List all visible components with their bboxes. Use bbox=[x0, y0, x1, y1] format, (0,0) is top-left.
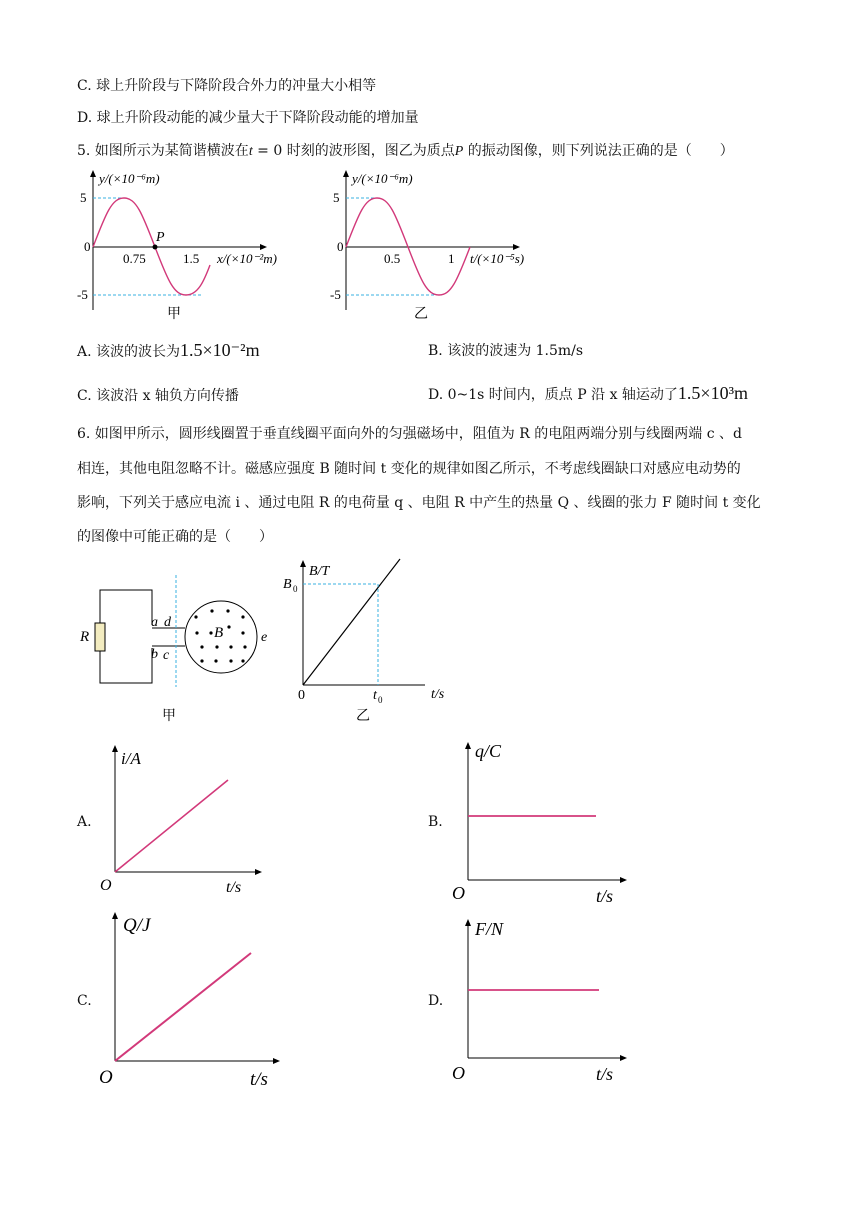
option-d-graph bbox=[448, 910, 638, 1085]
q6-option-c-label: C. bbox=[77, 993, 92, 1009]
yi-tick-2: 1 bbox=[448, 251, 455, 266]
option-b-y-label: q/C bbox=[475, 741, 502, 761]
jia-tick-1: 0.75 bbox=[123, 251, 146, 266]
q6-stem-line-2: 相连，其他电阻忽略不计。磁感应强度 B 随时间 t 变化的规律如图乙所示，不考虑线圈缺口对感应电动势的 bbox=[77, 461, 741, 477]
bt-b0-label: B bbox=[283, 577, 292, 592]
vibration-graph-yi bbox=[328, 165, 558, 325]
yi-caption: 乙 bbox=[414, 307, 428, 322]
bt-b0-subscript: 0 bbox=[293, 584, 298, 594]
q4-option-d: D. 球上升阶段动能的减少量大于下降阶段动能的增加量 bbox=[77, 110, 419, 126]
jia-y-bottom: -5 bbox=[77, 287, 88, 302]
q5-option-a: A. 该波的波长为1.5×10⁻²m bbox=[77, 340, 260, 360]
q5-stem: 5. 如图所示为某简谐横波在t = 0 时刻的波形图，图乙为质点P 的振动图像，则下列说法正确的是（ ） bbox=[77, 143, 734, 159]
yi-origin: 0 bbox=[337, 239, 344, 254]
q6-option-b-label: B. bbox=[428, 814, 443, 830]
option-d-y-label: F/N bbox=[475, 919, 504, 939]
q4-option-c: C. 球上升阶段与下降阶段合外力的冲量大小相等 bbox=[77, 78, 377, 94]
option-b-x-label: t/s bbox=[596, 886, 614, 906]
bt-origin: 0 bbox=[298, 688, 305, 703]
option-d-x-label: t/s bbox=[596, 1064, 614, 1084]
bt-t0-subscript: 0 bbox=[378, 695, 383, 705]
option-b-graph bbox=[448, 735, 638, 905]
jia-caption: 甲 bbox=[167, 307, 181, 322]
option-a-origin: O bbox=[100, 877, 112, 894]
bt-t0-label: t bbox=[373, 688, 377, 703]
option-c-y-label: Q/J bbox=[123, 915, 151, 936]
bt-x-label: t/s bbox=[431, 687, 445, 702]
field-b-label: B bbox=[214, 625, 224, 641]
q6-option-d-label: D. bbox=[428, 993, 444, 1009]
yi-tick-1: 0.5 bbox=[384, 251, 401, 266]
yi-y-top: 5 bbox=[333, 190, 340, 205]
option-a-graph bbox=[95, 740, 275, 900]
option-c-x-label: t/s bbox=[250, 1069, 268, 1090]
jia-tick-2: 1.5 bbox=[183, 251, 200, 266]
option-c-graph bbox=[95, 905, 290, 1090]
terminal-b-label: b bbox=[151, 647, 158, 662]
circuit-diagram-jia bbox=[75, 575, 275, 725]
terminal-d-label: d bbox=[164, 615, 171, 630]
option-a-x-label: t/s bbox=[226, 879, 242, 896]
q6-stem-line-4: 的图像中可能正确的是（ ） bbox=[77, 529, 273, 545]
b-t-graph-yi bbox=[275, 555, 455, 725]
option-b-origin: O bbox=[452, 883, 465, 903]
option-a-y-label: i/A bbox=[121, 749, 141, 768]
option-d-origin: O bbox=[452, 1063, 465, 1083]
jia-origin: 0 bbox=[84, 239, 91, 254]
resistor-label: R bbox=[80, 629, 90, 645]
bt-y-label: B/T bbox=[309, 564, 330, 579]
point-p-label: P bbox=[156, 230, 165, 245]
jia-x-label: x/(×10⁻²m) bbox=[217, 251, 277, 266]
q6-stem-line-3: 影响，下列关于感应电流 i 、通过电阻 R 的电荷量 q 、电阻 R 中产生的热量 Q 、线圈的张力 F 随时间 t 变化 bbox=[77, 495, 761, 511]
jia-y-label: y/(×10⁻⁶m) bbox=[99, 171, 160, 186]
terminal-a-label: a bbox=[151, 615, 158, 630]
yi-y-label: y/(×10⁻⁶m) bbox=[352, 171, 413, 186]
jia-y-top: 5 bbox=[80, 190, 87, 205]
q5-option-b: B. 该波的波速为 1.5m/s bbox=[428, 343, 584, 359]
circuit-caption: 甲 bbox=[162, 709, 176, 724]
q5-option-d: D. 0~1s 时间内，质点 P 沿 x 轴运动了1.5×10³m bbox=[428, 383, 748, 403]
q5-option-c: C. 该波沿 x 轴负方向传播 bbox=[77, 388, 239, 404]
wave-graph-jia bbox=[75, 165, 305, 325]
bt-caption: 乙 bbox=[356, 709, 370, 724]
coil-e-label: e bbox=[261, 630, 268, 645]
q6-stem-line-1: 6. 如图甲所示，圆形线圈置于垂直线圈平面向外的匀强磁场中，阻值为 R 的电阻两端分别与线圈两端 c 、d bbox=[77, 426, 742, 442]
yi-x-label: t/(×10⁻⁵s) bbox=[470, 251, 525, 266]
yi-y-bottom: -5 bbox=[330, 287, 341, 302]
option-c-origin: O bbox=[99, 1067, 113, 1088]
terminal-c-label: c bbox=[163, 648, 170, 663]
q6-option-a-label: A. bbox=[77, 814, 92, 830]
